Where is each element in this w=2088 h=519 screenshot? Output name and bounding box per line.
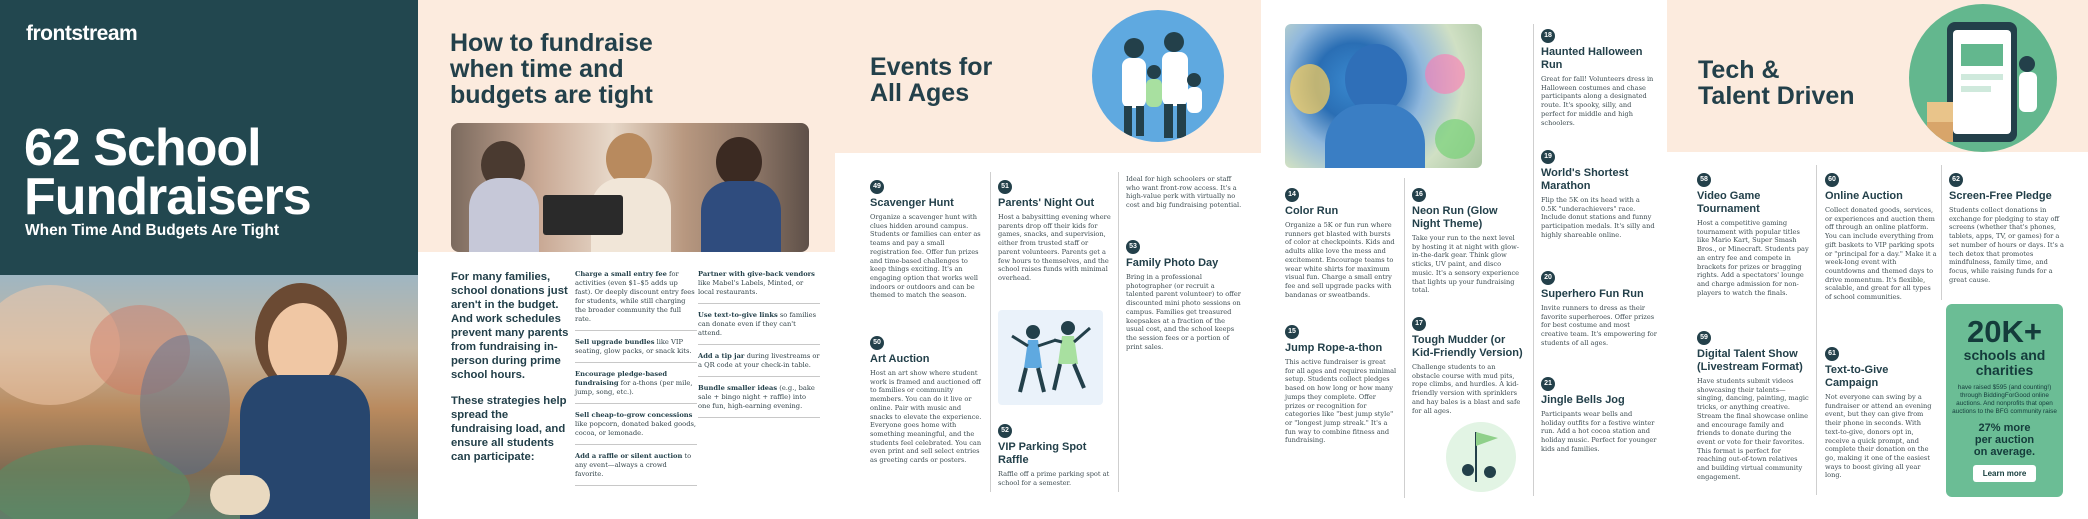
tip-bold: Use text-to-give links	[698, 311, 778, 319]
event-title: Text-to-Give Campaign	[1825, 364, 1889, 389]
event-number-badge: 58	[1697, 173, 1711, 187]
event-title: Parents' Night Out	[998, 197, 1095, 209]
event-58	[1697, 168, 1809, 297]
tips-column-1	[575, 270, 697, 493]
event-title: Jingle Bells Jog	[1541, 394, 1625, 406]
events-heading-line1: Events for	[870, 53, 993, 81]
event-19	[1541, 145, 1657, 240]
event-number-badge: 20	[1541, 271, 1555, 285]
event-title: Online Auction	[1825, 190, 1903, 202]
event-desc: Take your run to the next level by hosting it at night with glow-in-the-dark gear. Think glow sticks, UV paint, and disco music. It's a sensory experience that lights up your fundraising total.	[1412, 234, 1520, 295]
stat-description: have raised $595 (and counting!) through BiddingForGood online auctions. And nonprofits that open auctions to the BFG community raise	[1952, 384, 2057, 415]
parents-meeting-photo	[451, 123, 809, 252]
event-52-continued	[1126, 172, 1242, 210]
event-desc: Invite runners to dress as their favorite superheroes. Offer prizes for best costume and most creative team. It's empowering for students of all ages.	[1541, 304, 1657, 347]
event-desc: Not everyone can swing by a fundraiser or attend an evening event, but they can give from their phone in seconds. With text-to-give, donors opt in, receive a quick prompt, and complete their donation on the go, making it one of the easiest ways to boost giving all year long.	[1825, 393, 1932, 480]
event-14	[1285, 183, 1397, 299]
family-illustration	[1092, 10, 1224, 142]
tip-text: to any event—always a crowd favorite.	[575, 452, 692, 478]
event-17	[1412, 312, 1524, 415]
biddingforgood-stat-card	[1946, 304, 2063, 497]
event-16	[1412, 183, 1524, 295]
cover-title	[24, 119, 311, 226]
event-desc: Ideal for high schoolers or staff who want front-row access. It's a high-value perk with virtually no cost and big fundraising potential.	[1126, 175, 1242, 210]
fundraise-intro	[451, 270, 569, 476]
dancing-kids-illustration	[998, 310, 1103, 405]
phone-illustration	[1909, 4, 2057, 152]
tech-heading-line1: Tech &	[1698, 56, 1780, 84]
event-number-badge: 16	[1412, 188, 1426, 202]
tech-heading	[1698, 57, 1855, 109]
event-desc: This active fundraiser is great for all ages and requires minimal setup. Students collect pledges based on how long or how many jumps they complete. Offer prizes or recognition for categories like "best jump style" or "longest jump streak." It's a fun way to combine fitness and fundraising.	[1285, 358, 1397, 445]
cover-title-line2: Fundraisers	[24, 168, 311, 226]
event-60	[1825, 168, 1937, 302]
learn-more-button[interactable]: Learn more	[1973, 465, 2037, 482]
event-title: Digital Talent Show (Livestream Format)	[1697, 348, 1803, 373]
tip-item	[698, 311, 820, 345]
tech-talent-panel	[1667, 0, 2088, 519]
fundraise-heading	[450, 30, 653, 108]
event-number-badge: 17	[1412, 317, 1426, 331]
stat-label-line2: charities	[1975, 362, 2034, 378]
event-62	[1949, 168, 2065, 284]
event-number-badge: 52	[998, 424, 1012, 438]
event-number-badge: 61	[1825, 347, 1839, 361]
event-number-badge: 53	[1126, 240, 1140, 254]
event-desc: Have students submit videos showcasing their talents—singing, dancing, painting, magic tricks, or anything creative. Stream the final showcase online and encourage family and friends to donate during the event or vote for their favorites. This format is perfect for reaching out-of-town relatives and building virtual community engagement.	[1697, 377, 1809, 481]
event-title: Video Game Tournament	[1697, 190, 1761, 215]
tip-text: (e.g., bake sale + bingo night + raffle) into one fun, high-earning evening.	[698, 384, 815, 410]
event-title: Superhero Fun Run	[1541, 288, 1644, 300]
event-desc: Collect donated goods, services, or experiences and auction them off through an online platform. You can include everything from gift baskets to VIP parking spots or "principal for a day." Make it a week-long event with countdowns and themed days to drive momentum. It's flexible, scalable, and great for all types of school communities.	[1825, 206, 1937, 302]
event-number-badge: 62	[1949, 173, 1963, 187]
stat-highlight-line1: 27% more	[1978, 422, 2031, 434]
tip-bold: Add a tip jar	[698, 352, 745, 360]
event-desc: Organize a 5K or fun run where runners get blasted with bursts of color at checkpoints. Kids and adults alike love the mess and excitement. Encourage teams to wear white shirts for maximum visual fun. Charge a small entry fee and sell upgrade packs with bandanas or sweatbands.	[1285, 221, 1395, 299]
event-title: World's Shortest Marathon	[1541, 167, 1629, 192]
event-title: Tough Mudder (or Kid-Friendly Version)	[1412, 334, 1523, 359]
tip-item	[575, 370, 697, 404]
event-61	[1825, 342, 1937, 480]
frontstream-logo[interactable]: frontstream	[26, 22, 138, 45]
tip-bold: Charge a small entry fee	[575, 270, 667, 278]
event-number-badge: 51	[998, 180, 1012, 194]
cover-subtitle: When Time And Budgets Are Tight	[25, 222, 280, 239]
tip-item	[575, 411, 697, 445]
tip-bold: Sell cheap-to-grow concessions	[575, 411, 693, 419]
finish-flag-illustration	[1446, 422, 1516, 492]
event-number-badge: 15	[1285, 325, 1299, 339]
event-desc: Host a competitive gaming tournament with popular titles like Mario Kart, Super Smash Bros., or Minecraft. Students pay an entry fee and compete in brackets for prizes or bragging rights. Add a spectators' lounge and charge admission for non-players to watch the finals.	[1697, 219, 1809, 297]
fundraise-intro-1: For many families, school donations just aren't in the budget. And work schedules prevent many parents from fundraising in-person during prime school hours.	[451, 271, 569, 381]
cover-title-line1: 62 School	[24, 119, 261, 177]
fundraise-heading-line1: How to fundraise	[450, 29, 653, 57]
event-number-badge: 50	[870, 336, 884, 350]
fundraise-heading-line3: budgets are tight	[450, 81, 653, 109]
cover-panel	[0, 0, 418, 519]
tip-item	[698, 384, 820, 418]
event-15	[1285, 320, 1397, 445]
cover-photo-student	[0, 275, 418, 519]
event-number-badge: 21	[1541, 377, 1555, 391]
column-divider	[1533, 24, 1534, 496]
tip-bold: Partner with give-back vendors	[698, 270, 815, 278]
tip-text: like VIP seating, glow packs, or snack kits.	[575, 338, 692, 355]
tip-item	[575, 270, 697, 331]
event-desc: Participants wear bells and holiday outfits for a festive winter run. Add a hot cocoa station and holiday music. Perfect for younger kids and families.	[1541, 410, 1657, 453]
stat-highlight-line2: per auction	[1974, 434, 2035, 446]
column-divider	[990, 172, 991, 492]
tip-text: like popcorn, donated baked goods, cocoa, or lemonade.	[575, 420, 697, 437]
event-desc: Raffle off a prime parking spot at school for a semester.	[998, 470, 1110, 487]
event-number-badge: 18	[1541, 29, 1555, 43]
event-52	[998, 419, 1112, 487]
event-title: Art Auction	[870, 353, 930, 365]
tip-text: for a-thons (per mile, jump, song, etc.).	[575, 379, 693, 396]
event-title: Scavenger Hunt	[870, 197, 954, 209]
fundraise-tips-panel	[418, 0, 835, 519]
tip-text: so families can donate even if they can't attend.	[698, 311, 817, 337]
tip-bold: Add a raffle or silent auction	[575, 452, 683, 460]
event-desc: Challenge students to an obstacle course with mud pits, rope climbs, and hurdles. A kid-friendly version with sprinklers and hay bales is a blast and safe for all ages.	[1412, 363, 1521, 415]
event-desc: Host a babysitting evening where parents drop off their kids for games, snacks, and supervision, either from trusted staff or parent volunteers. Parents get a few hours to themselves, and the school raises funds with minimal overhead.	[998, 213, 1111, 282]
tip-text: during livestreams or a QR code at your check-in table.	[698, 352, 820, 369]
tip-item	[698, 352, 820, 377]
event-21	[1541, 372, 1657, 454]
event-53	[1126, 235, 1242, 351]
event-desc: Flip the 5K on its head with a 0.5K "underachievers" race. Include donut stations and funny participation medals. It's silly and highly shareable online.	[1541, 196, 1655, 239]
runs-panel	[1261, 0, 1667, 519]
event-51	[998, 175, 1112, 283]
tip-bold: Sell upgrade bundles	[575, 338, 655, 346]
event-desc: Host an art show where student work is framed and auctioned off to families or community members. You can do it live or online. Pair with music and snacks to elevate the experience. Everyone goes home with something meaningful, and the students feel celebrated. You can even print and sell select entries as greeting cards or posters.	[870, 369, 982, 465]
event-title: Family Photo Day	[1126, 257, 1219, 269]
event-number-badge: 60	[1825, 173, 1839, 187]
event-title: VIP Parking Spot Raffle	[998, 441, 1087, 466]
column-divider	[1404, 178, 1405, 498]
event-number-badge: 14	[1285, 188, 1299, 202]
tip-text: like Mabel's Labels, Minted, or local restaurants.	[698, 279, 804, 296]
event-number-badge: 19	[1541, 150, 1555, 164]
tip-text: for activities (even $1–$5 adds up fast). Or deeply discount entry fees for students, while still charging the broader community the full rate.	[575, 270, 695, 323]
tip-item	[698, 270, 820, 304]
event-title: Screen-Free Pledge	[1949, 190, 2052, 202]
tech-heading-line2: Talent Driven	[1698, 82, 1855, 110]
event-50	[870, 331, 982, 465]
tip-item	[575, 338, 697, 363]
tip-item	[575, 452, 697, 486]
fundraise-intro-2: These strategies help spread the fundraising load, and ensure all students can participate:	[451, 395, 567, 463]
stat-number: 20K+	[1967, 314, 2042, 349]
event-desc: Students collect donations in exchange for pledging to stay off screens (whether that's phones, tablets, apps, TV, or games) for a set number of hours or days. It's a tech detox that promotes mindfulness, family time, and focus, while raising funds for a great cause.	[1949, 206, 2064, 284]
events-heading-line2: All Ages	[870, 79, 970, 107]
stat-highlight-line3: on average.	[1973, 446, 2036, 458]
color-run-photo	[1285, 24, 1482, 168]
event-49	[870, 175, 982, 300]
event-20	[1541, 266, 1657, 348]
stat-label-line1: schools and	[1963, 347, 2046, 363]
tip-bold: Bundle smaller ideas	[698, 384, 778, 392]
column-divider	[1118, 172, 1119, 492]
tip-bold: Encourage pledge-based fundraising	[575, 370, 668, 387]
events-heading	[870, 54, 992, 106]
events-all-ages-panel	[835, 0, 1261, 519]
event-59	[1697, 326, 1809, 481]
event-title: Haunted Halloween Run	[1541, 46, 1643, 71]
tips-column-2	[698, 270, 820, 425]
event-desc: Organize a scavenger hunt with clues hidden around campus. Students or families can enter as teams and pay a small registration fee. Offer fun prizes and time-based challenges to keep things exciting. It's an engaging option that works well indoors or outdoors and can be themed to match the season.	[870, 213, 981, 300]
event-number-badge: 49	[870, 180, 884, 194]
event-title: Jump Rope-a-thon	[1285, 342, 1383, 354]
event-18	[1541, 24, 1657, 127]
event-desc: Bring in a professional photographer (or recruit a talented parent volunteer) to offer discounted mini photo sessions on campus. Families get treasured keepsakes at a fraction of the usual cost, and the school keeps the session fees or a portion of print sales.	[1126, 273, 1241, 351]
event-title: Color Run	[1285, 205, 1339, 217]
event-title: Neon Run (Glow Night Theme)	[1412, 205, 1498, 230]
fundraise-heading-line2: when time and	[450, 55, 624, 83]
event-desc: Great for fall! Volunteers dress in Halloween costumes and chase participants along a designated route. It's spooky, silly, and perfect for middle and high schoolers.	[1541, 75, 1654, 127]
column-divider	[1941, 165, 1942, 300]
column-divider	[1816, 165, 1817, 495]
event-number-badge: 59	[1697, 331, 1711, 345]
